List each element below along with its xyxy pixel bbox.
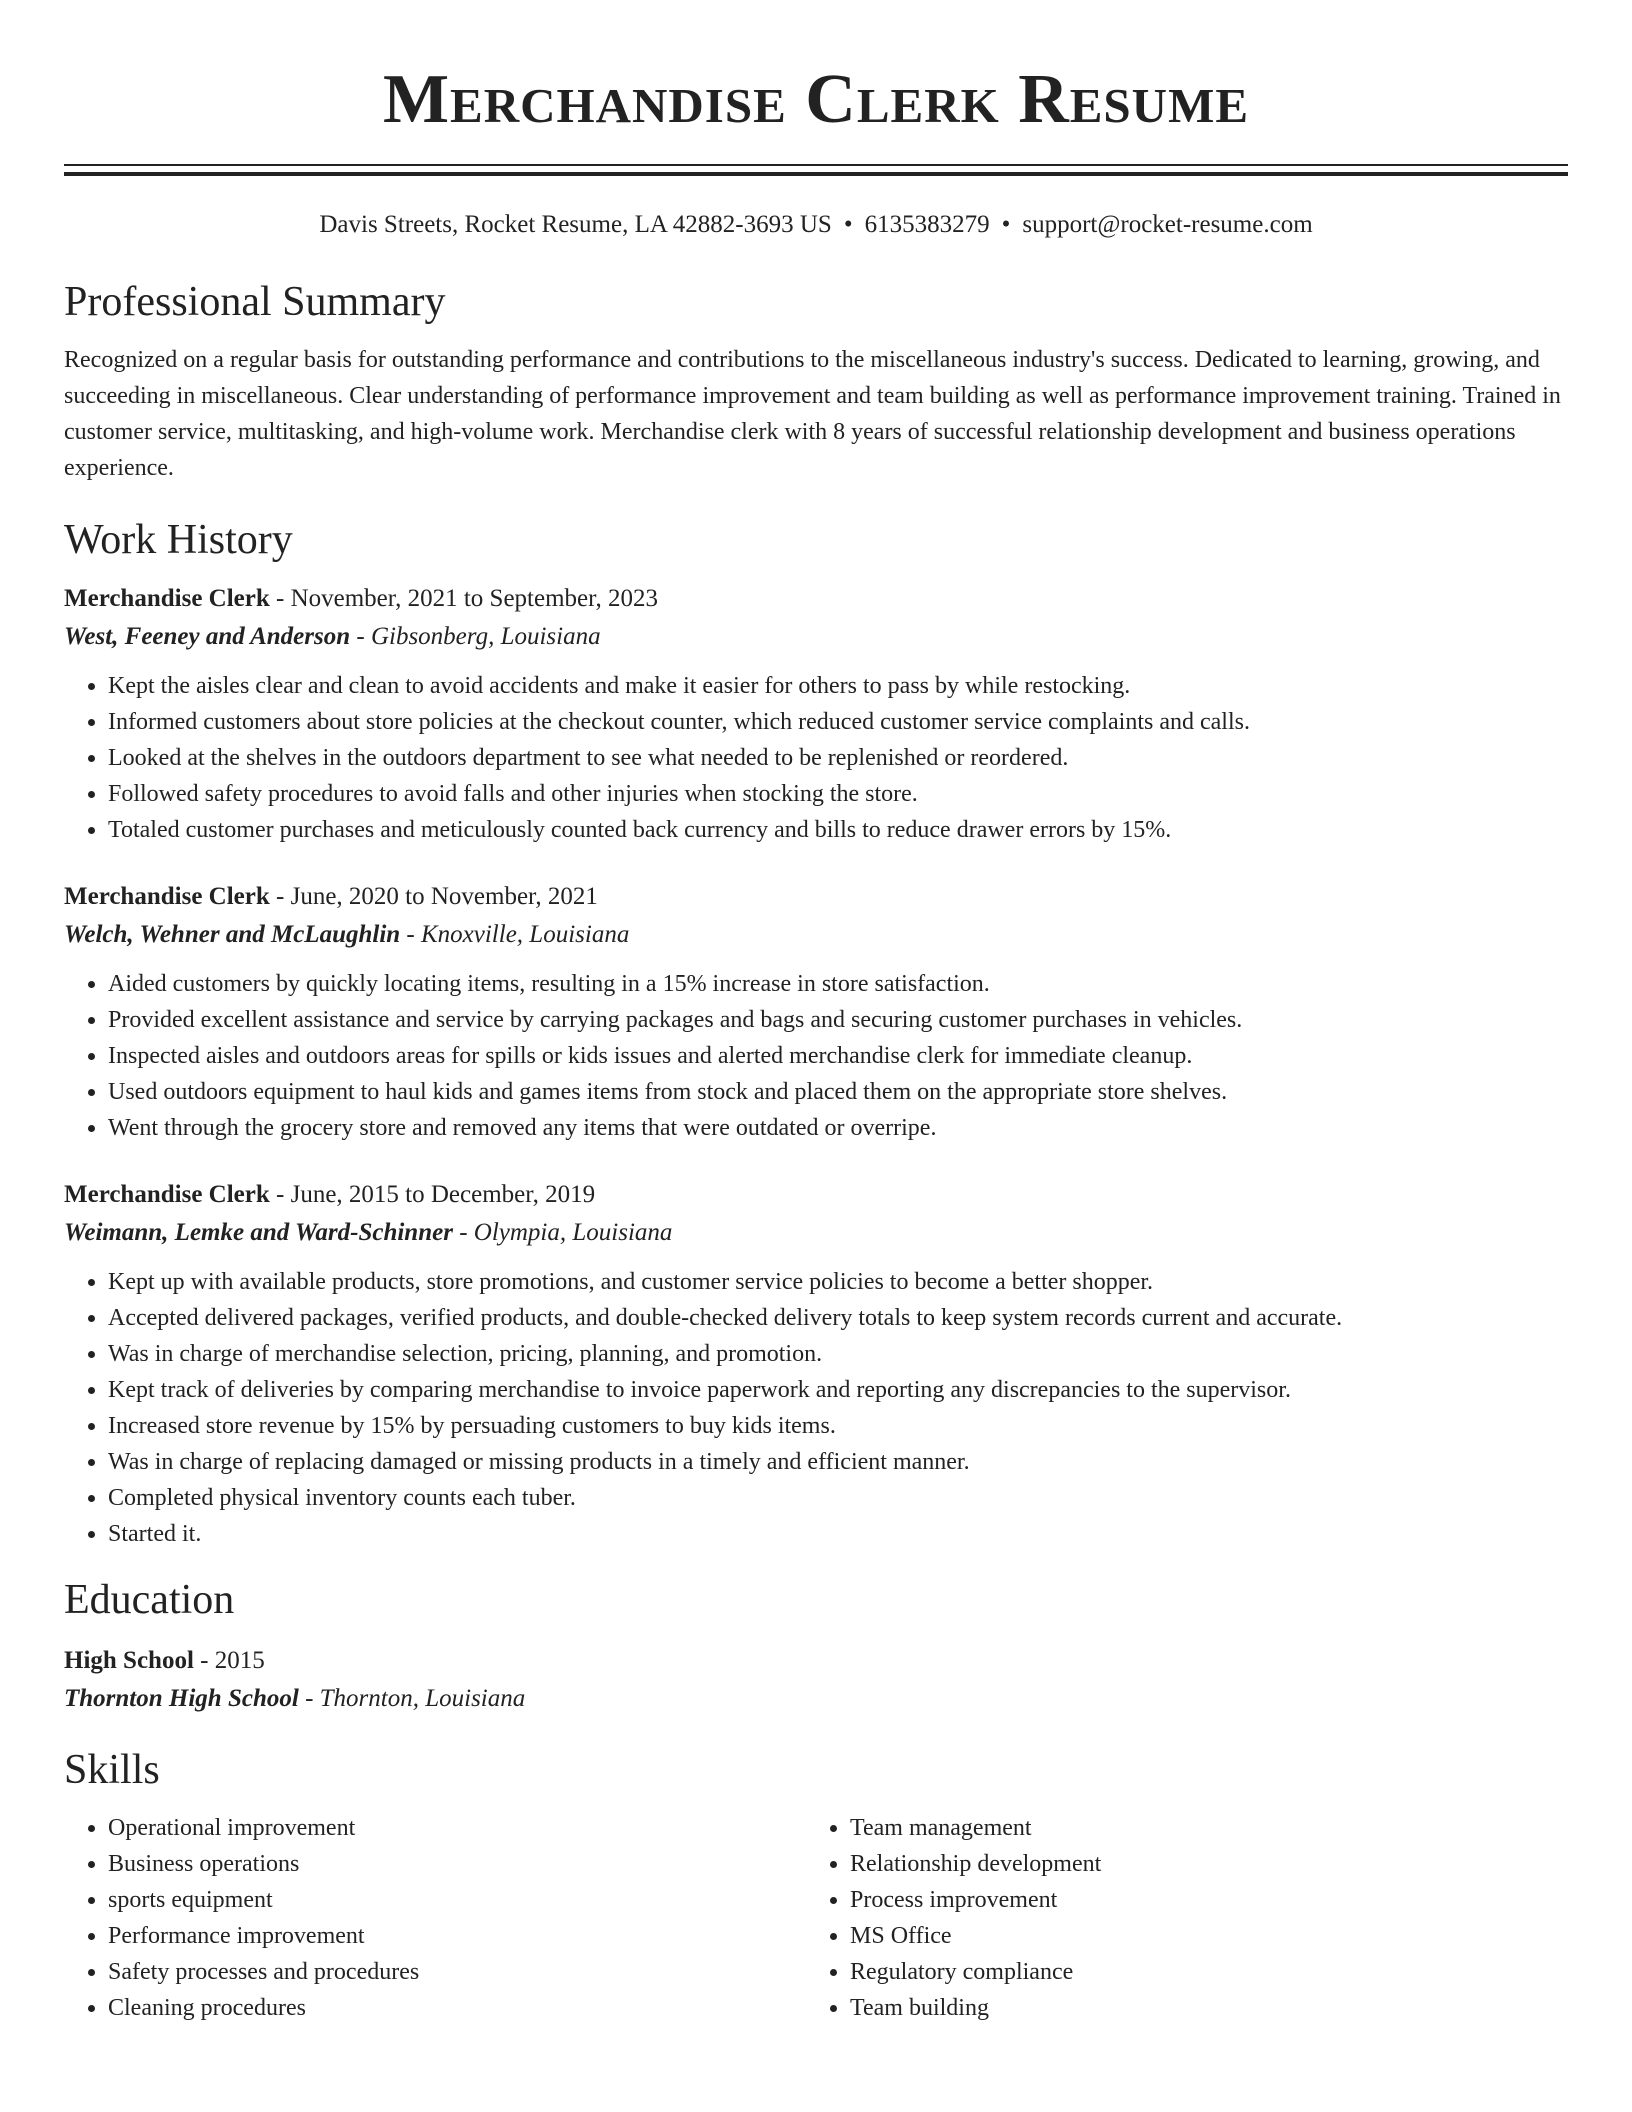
degree-line: [64, 1642, 1568, 1680]
job-title-line: [64, 580, 1568, 618]
contact-phone: 6135383279: [864, 211, 990, 238]
company-line: [64, 1214, 1568, 1252]
work-history-heading: Work History: [64, 517, 293, 563]
job-dates: - June, 2015 to December, 2019: [269, 1181, 596, 1208]
job-bullet: • Was in charge of merchandise selection, pricing, planning, and promotion.: [108, 1336, 1568, 1372]
job-bullet: • Kept up with available products, store promotions, and customer service policies to become a better shopper.: [108, 1264, 1568, 1300]
job-title: Merchandise Clerk: [64, 585, 270, 612]
company-location: - Gibsonberg, Louisiana: [350, 623, 601, 650]
school-line: [64, 1680, 1568, 1718]
skill-item: • Regulatory compliance: [850, 1954, 1548, 1990]
skills-column-right: [806, 1810, 1548, 2026]
job-entry: [64, 878, 1568, 1146]
skills-section: [64, 1744, 1568, 2026]
skills-heading: Skills: [64, 1747, 160, 1793]
job-title-line: [64, 1176, 1568, 1214]
education-section: [64, 1574, 1568, 1718]
skill-item: • MS Office: [850, 1918, 1548, 1954]
job-bullets: [64, 1264, 1568, 1552]
skills-column-left: [64, 1810, 806, 2026]
job-bullet: • Followed safety procedures to avoid falls and other injuries when stocking the store.: [108, 776, 1568, 812]
job-title: Merchandise Clerk: [64, 1181, 270, 1208]
contact-line: [64, 208, 1568, 242]
company-name: West, Feeney and Anderson: [64, 623, 351, 650]
job-dates: - November, 2021 to September, 2023: [269, 585, 658, 612]
degree: High School: [64, 1647, 194, 1674]
job-bullet: • Increased store revenue by 15% by persuading customers to buy kids items.: [108, 1408, 1568, 1444]
job-bullet: • Informed customers about store policies at the checkout counter, which reduced customer service complaints and calls.: [108, 704, 1568, 740]
school-name: Thornton High School: [64, 1685, 299, 1712]
job-entry: [64, 580, 1568, 848]
job-bullet: • Kept the aisles clear and clean to avoid accidents and make it easier for others to pass by while restocking.: [108, 668, 1568, 704]
school-location: - Thornton, Louisiana: [298, 1685, 526, 1712]
skill-item: • Safety processes and procedures: [108, 1954, 806, 1990]
skill-item: • sports equipment: [108, 1882, 806, 1918]
skills-grid: [64, 1810, 1568, 2026]
skill-item: • Process improvement: [850, 1882, 1548, 1918]
job-bullets: [64, 668, 1568, 848]
job-bullet: • Started it.: [108, 1516, 1568, 1552]
graduation-year: - 2015: [193, 1647, 265, 1674]
job-dates: - June, 2020 to November, 2021: [269, 883, 598, 910]
job-bullet: • Totaled customer purchases and meticulously counted back currency and bills to reduce drawer errors by 15%.: [108, 812, 1568, 848]
skill-item: • Performance improvement: [108, 1918, 806, 1954]
skill-item: • Operational improvement: [108, 1810, 806, 1846]
job-bullet: • Provided excellent assistance and service by carrying packages and bags and securing customer purchases in vehicles.: [108, 1002, 1568, 1038]
job-bullet: • Aided customers by quickly locating items, resulting in a 15% increase in store satisfaction.: [108, 966, 1568, 1002]
job-entry: [64, 1176, 1568, 1552]
job-bullet: • Completed physical inventory counts each tuber.: [108, 1480, 1568, 1516]
job-bullet: • Accepted delivered packages, verified products, and double-checked delivery totals to keep system records current and accurate.: [108, 1300, 1568, 1336]
summary-text: Recognized on a regular basis for outstanding performance and contributions to the miscellaneous industry's success. Dedicated to learning, growing, and succeeding in miscellaneous. Clear understanding of performance improvement and team building as well as performance improvement training. Trained in customer service, multitasking, and high-volume work. Merchandise clerk with 8 years of successful relationship development and business operations experience.: [64, 347, 1561, 481]
contact-address: Davis Streets, Rocket Resume, LA 42882-3693 US: [319, 211, 832, 238]
skill-item: • Business operations: [108, 1846, 806, 1882]
education-heading: Education: [64, 1577, 235, 1623]
contact-separator: •: [1001, 211, 1011, 238]
summary-heading: Professional Summary: [64, 279, 446, 325]
resume-title: Merchandise Clerk Resume: [382, 61, 1250, 138]
job-bullet: • Went through the grocery store and removed any items that were outdated or overripe.: [108, 1110, 1568, 1146]
job-bullets: [64, 966, 1568, 1146]
skill-item: • Relationship development: [850, 1846, 1548, 1882]
contact-email: support@rocket-resume.com: [1022, 211, 1313, 238]
company-location: - Olympia, Louisiana: [452, 1219, 673, 1246]
professional-summary-section: [64, 276, 1568, 486]
skill-item: • Team building: [850, 1990, 1548, 2026]
job-bullet: • Used outdoors equipment to haul kids and games items from stock and placed them on the appropriate store shelves.: [108, 1074, 1568, 1110]
job-bullet: • Looked at the shelves in the outdoors department to see what needed to be replenished or reordered.: [108, 740, 1568, 776]
work-history-section: [64, 514, 1568, 1552]
job-title-line: [64, 878, 1568, 916]
skill-item: • Team management: [850, 1810, 1548, 1846]
company-name: Welch, Wehner and McLaughlin: [64, 921, 401, 948]
job-bullet: • Kept track of deliveries by comparing merchandise to invoice paperwork and reporting any discrepancies to the supervisor.: [108, 1372, 1568, 1408]
education-entry: [64, 1642, 1568, 1718]
job-title: Merchandise Clerk: [64, 883, 270, 910]
title-divider: [64, 164, 1568, 176]
company-line: [64, 618, 1568, 656]
company-line: [64, 916, 1568, 954]
contact-separator: •: [843, 211, 853, 238]
skill-item: • Cleaning procedures: [108, 1990, 806, 2026]
job-bullet: • Was in charge of replacing damaged or missing products in a timely and efficient manner.: [108, 1444, 1568, 1480]
company-name: Weimann, Lemke and Ward-Schinner: [64, 1219, 453, 1246]
job-bullet: • Inspected aisles and outdoors areas for spills or kids issues and alerted merchandise clerk for immediate cleanup.: [108, 1038, 1568, 1074]
company-location: - Knoxville, Louisiana: [400, 921, 630, 948]
